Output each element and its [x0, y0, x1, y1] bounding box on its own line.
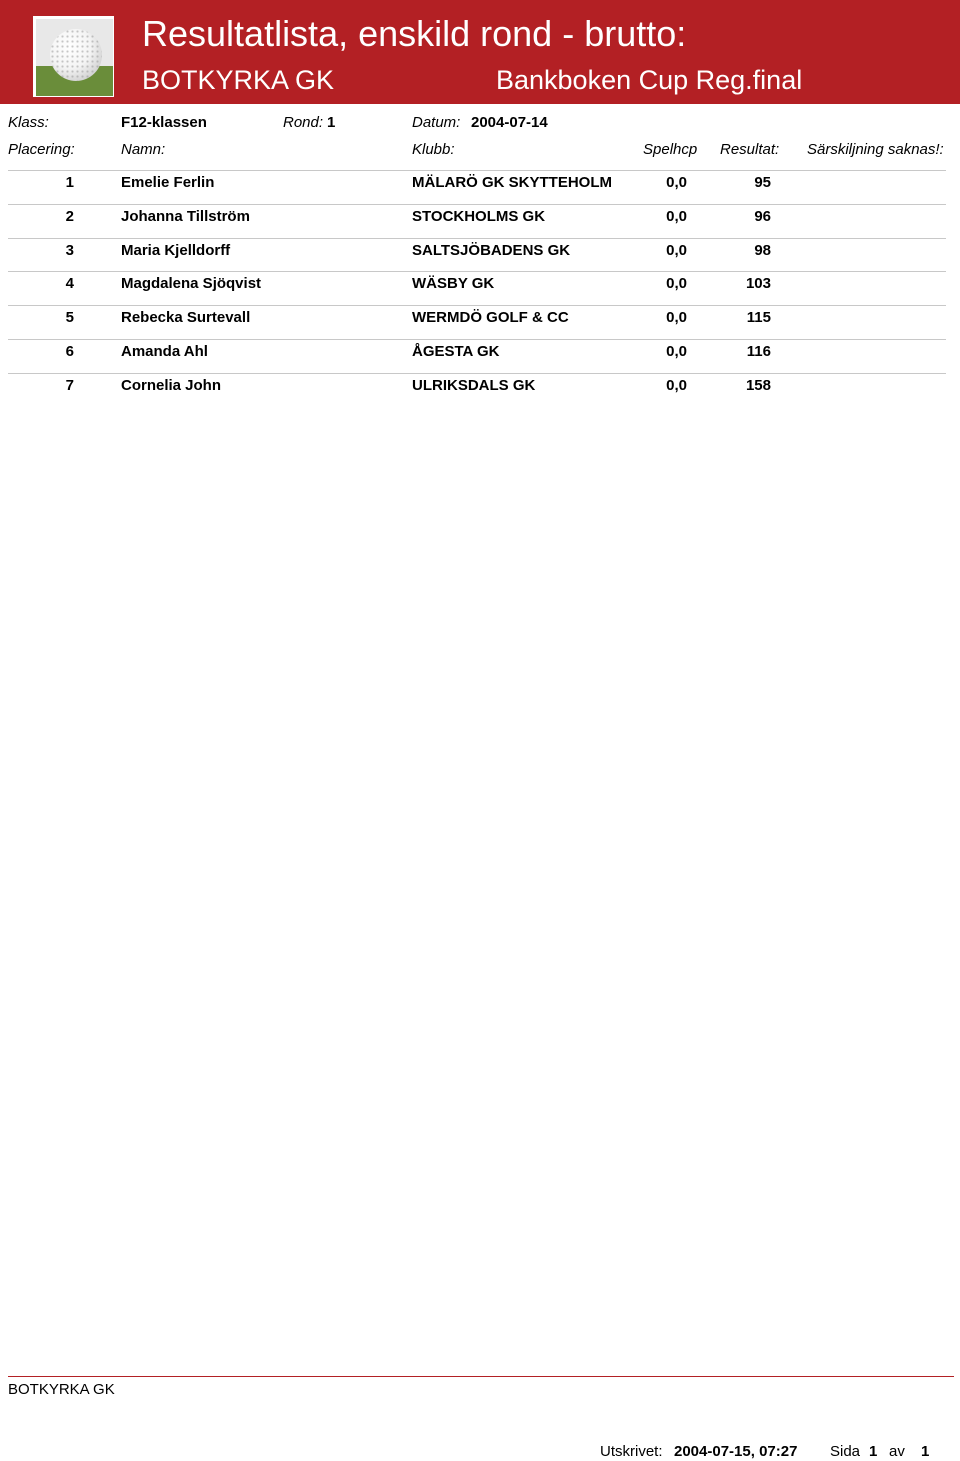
page-number: 1 — [869, 1443, 878, 1460]
player-name-cell: Emelie Ferlin — [121, 174, 215, 191]
hcp-cell: 0,0 — [666, 242, 687, 259]
row-divider — [8, 238, 946, 239]
placement-cell: 4 — [65, 275, 74, 292]
report-header — [0, 0, 960, 104]
placement-cell: 5 — [65, 309, 74, 326]
club-cell: WÄSBY GK — [412, 275, 495, 292]
club-cell: WERMDÖ GOLF & CC — [412, 309, 569, 326]
club-cell: STOCKHOLMS GK — [412, 208, 546, 225]
column-header-spelhcp: Spelhcp — [643, 141, 698, 158]
datum-label: Datum: — [412, 114, 461, 131]
column-header-namn: Namn: — [121, 141, 166, 158]
klass-label: Klass: — [8, 114, 49, 131]
result-cell: 95 — [754, 174, 771, 191]
row-divider — [8, 271, 946, 272]
printed-value: 2004-07-15, 07:27 — [674, 1443, 798, 1460]
golf-ball-icon — [36, 19, 113, 96]
placement-cell: 1 — [65, 174, 74, 191]
column-header-placering: Placering: — [8, 141, 75, 158]
hcp-cell: 0,0 — [666, 377, 687, 394]
player-name-cell: Johanna Tillström — [121, 208, 250, 225]
printed-label: Utskrivet: — [600, 1443, 663, 1460]
competition-title: Bankboken Cup Reg.final — [496, 65, 803, 95]
rond-label: Rond: — [283, 114, 324, 131]
result-cell: 96 — [754, 208, 771, 225]
placement-cell: 7 — [65, 377, 74, 394]
placement-cell: 3 — [65, 242, 74, 259]
player-name-cell: Maria Kjelldorff — [121, 242, 231, 259]
footer-divider — [8, 1376, 954, 1377]
club-cell: ÅGESTA GK — [412, 343, 500, 360]
row-divider — [8, 339, 946, 340]
hcp-cell: 0,0 — [666, 309, 687, 326]
player-name-cell: Amanda Ahl — [121, 343, 208, 360]
page-total: 1 — [921, 1443, 930, 1460]
row-divider — [8, 170, 946, 171]
column-header-sarskiljning: Särskiljning saknas!: — [807, 141, 944, 158]
result-cell: 98 — [754, 242, 771, 259]
club-cell: SALTSJÖBADENS GK — [412, 242, 571, 259]
placement-cell: 2 — [65, 208, 74, 225]
of-label: av — [889, 1443, 905, 1460]
club-cell: MÄLARÖ GK SKYTTEHOLM — [412, 174, 612, 191]
golf-ball-logo — [33, 16, 114, 97]
result-cell: 116 — [746, 343, 771, 360]
club-cell: ULRIKSDALS GK — [412, 377, 536, 394]
klass-value: F12-klassen — [121, 114, 207, 131]
player-name-cell: Magdalena Sjöqvist — [121, 275, 262, 292]
result-cell: 103 — [745, 275, 771, 292]
rond-value: 1 — [327, 114, 336, 131]
footer-club: BOTKYRKA GK — [8, 1381, 115, 1398]
row-divider — [8, 305, 946, 306]
host-club-title: BOTKYRKA GK — [142, 65, 335, 95]
hcp-cell: 0,0 — [666, 275, 687, 292]
player-name-cell: Rebecka Surtevall — [121, 309, 251, 326]
column-header-resultat: Resultat: — [720, 141, 780, 158]
hcp-cell: 0,0 — [666, 343, 687, 360]
hcp-cell: 0,0 — [666, 174, 687, 191]
column-header-klubb: Klubb: — [412, 141, 455, 158]
player-name-cell: Cornelia John — [121, 377, 222, 394]
page-label: Sida — [830, 1443, 861, 1460]
result-cell: 158 — [745, 377, 771, 394]
row-divider — [8, 204, 946, 205]
logo-ball — [50, 29, 102, 81]
row-divider — [8, 373, 946, 374]
report-title: Resultatlista, enskild rond - brutto: — [142, 13, 687, 54]
datum-value: 2004-07-14 — [471, 114, 548, 131]
result-cell: 115 — [746, 309, 771, 326]
hcp-cell: 0,0 — [666, 208, 687, 225]
placement-cell: 6 — [65, 343, 74, 360]
